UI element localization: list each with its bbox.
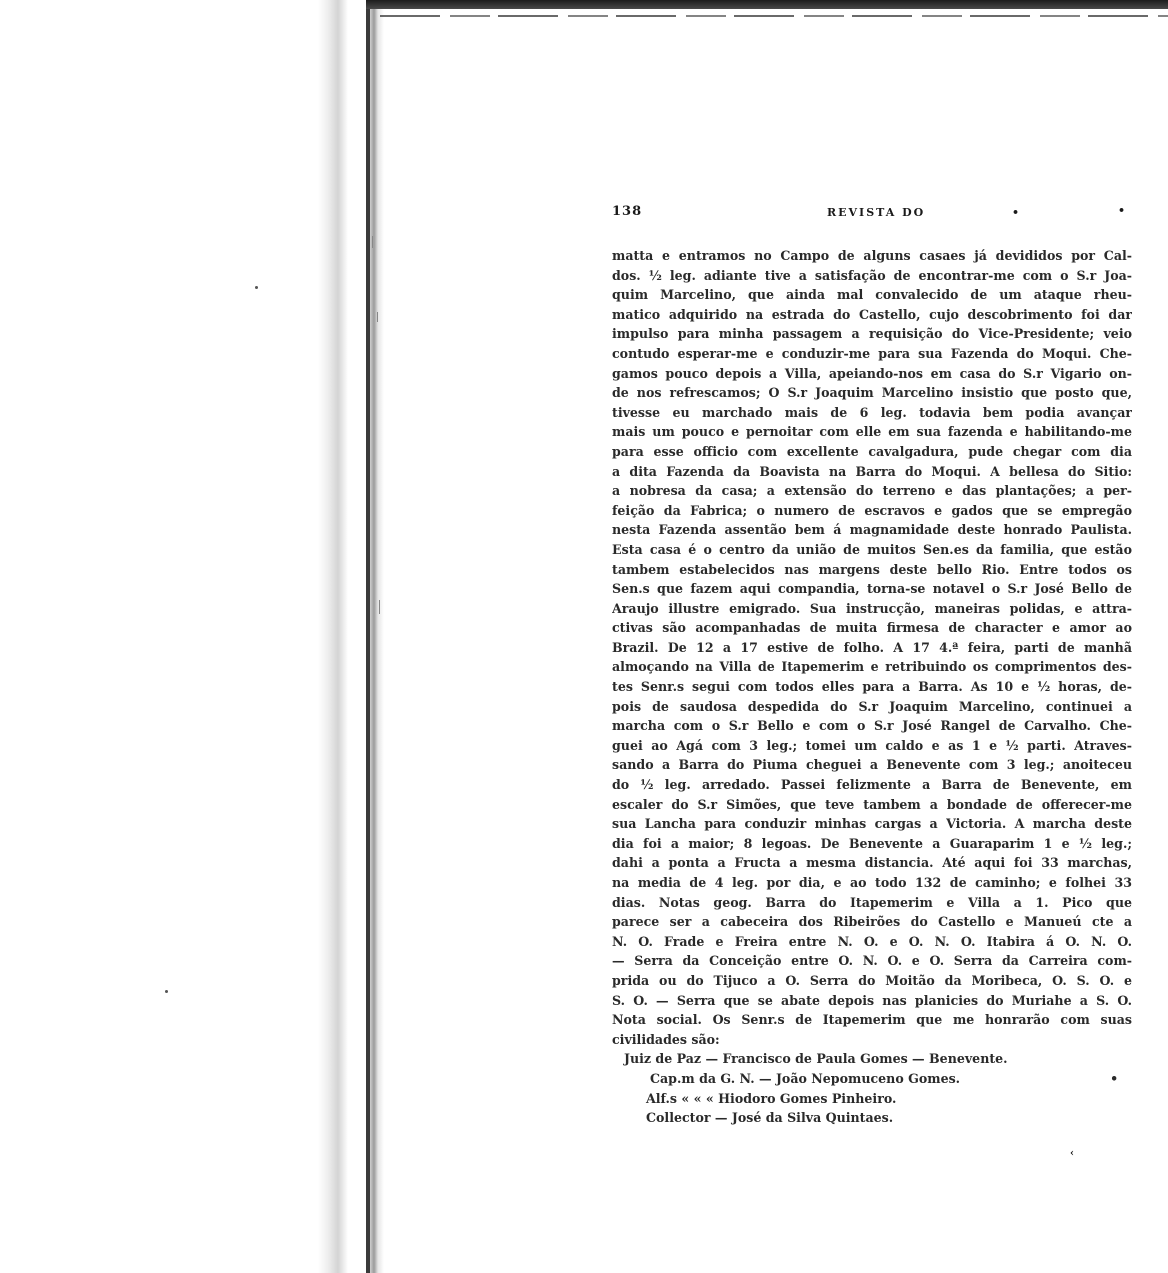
page-number: 138 xyxy=(612,204,643,219)
header-mark: • xyxy=(1118,204,1127,217)
text-line: impulso para minha passagem a requisição do Vice-Presidente; veio xyxy=(612,326,1132,342)
text-line: — Serra da Conceição entre O. N. O. e O. Serra da Carreira com- xyxy=(612,953,1132,969)
text-line: mais um pouco e pernoitar com elle em sua fazenda e habilitando-me xyxy=(612,424,1132,440)
text-line: de nos refrescamos; O S.r Joaquim Marcelino insistio que posto que, xyxy=(612,385,1132,401)
text-line: pois de saudosa despedida do S.r Joaquim Marcelino, continuei a xyxy=(612,698,1132,714)
scan-tick xyxy=(377,312,378,322)
page-fold-shadow xyxy=(318,0,348,1273)
text-line: matta e entramos no Campo de alguns casaes já devididos por Cal- xyxy=(612,248,1132,263)
text-line: a dita Fazenda da Boavista na Barra do Moqui. A bellesa do Sitio: xyxy=(612,463,1132,479)
text-line: Sen.s que fazem aqui compandia, torna-se notavel o S.r José Bello de xyxy=(612,581,1132,597)
scan-tick xyxy=(379,600,380,614)
text-line: na media de 4 leg. por dia, e ao todo 132 de caminho; e folhei 33 xyxy=(612,875,1132,890)
officials-list xyxy=(612,1049,1132,1127)
scan-tick xyxy=(372,236,373,248)
official-text: Collector — José da Silva Quintaes. xyxy=(646,1110,894,1126)
text-line: Esta casa é o centro da união de muitos Sen.es da familia, que estão xyxy=(612,541,1132,557)
text-line: do ½ leg. arredado. Passei felizmente a Barra de Benevente, em xyxy=(612,777,1132,793)
text-line: matico adquirido na estrada do Castello, cujo descobrimento foi dar xyxy=(612,306,1132,322)
text-line: para esse officio com excellente cavalgadura, pude chegar com dia xyxy=(612,443,1132,459)
text-line: nesta Fazenda assentão bem á magnamidade deste honrado Paulista. xyxy=(612,522,1132,538)
scan-speck xyxy=(165,990,168,993)
scan-speck xyxy=(255,286,258,289)
top-scan-edge xyxy=(366,0,1168,9)
official-entry xyxy=(612,1049,1132,1069)
text-line: quim Marcelino, que ainda mal convalecido de um ataque rheu- xyxy=(612,287,1132,303)
binding-edge xyxy=(366,0,370,1273)
text-line: dia foi a maior; 8 legoas. De Benevente a Guaraparim 1 e ½ leg.; xyxy=(612,835,1132,851)
text-line: Nota social. Os Senr.s de Itapemerim que me honrarão com suas xyxy=(612,1012,1132,1028)
text-line: S. O. — Serra que se abate depois nas planicies do Muriahe a S. O. xyxy=(612,992,1132,1008)
official-entry xyxy=(612,1089,1132,1109)
running-title: REVISTA DO xyxy=(827,206,926,219)
text-line: guei ao Agá com 3 leg.; tomei um caldo e as 1 e ½ parti. Atraves- xyxy=(612,737,1132,753)
text-line: gamos pouco depois a Villa, apeiando-nos em casa do S.r Vigario on- xyxy=(612,365,1132,381)
official-text: Cap.m da G. N. — João Nepomuceno Gomes. xyxy=(650,1070,961,1086)
text-line: N. O. Frade e Freira entre N. O. e O. N. O. Itabira á O. N. O. xyxy=(612,933,1132,949)
text-line: sando a Barra do Piuma cheguei a Benevente com 3 leg.; anoiteceu xyxy=(612,757,1132,773)
text-line: prida ou do Tijuco a O. Serra do Moitão da Moribeca, O. S. O. e xyxy=(612,972,1132,988)
text-line: Brazil. De 12 a 17 estive de folho. A 17 4.ª feira, parti de manhã xyxy=(612,639,1132,655)
text-line: dahi a ponta a Fructa a mesma distancia. Até aqui foi 33 marchas, xyxy=(612,855,1132,871)
corner-mark: ‹ xyxy=(1070,1148,1074,1159)
official-entry xyxy=(612,1069,1132,1089)
book-page xyxy=(612,200,1132,1128)
text-line: parece ser a cabeceira dos Ribeirões do Castello e Manueú cte a xyxy=(612,914,1132,930)
text-line: tambem estabelecidos nas margens deste bello Rio. Entre todos os xyxy=(612,561,1132,577)
text-line: contudo esperar-me e conduzir-me para sua Fazenda do Moqui. Che- xyxy=(612,345,1132,361)
page-header xyxy=(612,200,1132,222)
top-rule xyxy=(380,15,1168,17)
text-line: sua Lancha para conduzir minhas cargas a Victoria. A marcha deste xyxy=(612,816,1132,832)
official-entry xyxy=(612,1108,1132,1128)
header-mark: • xyxy=(1012,206,1021,219)
text-line: dos. ½ leg. adiante tive a satisfação de encontrar-me com o S.r Joa- xyxy=(612,267,1132,283)
text-line: almoçando na Villa de Itapemerim e retribuindo os comprimentos des- xyxy=(612,659,1132,675)
text-line: feição da Fabrica; o numero de escravos e gados que se empregão xyxy=(612,502,1132,518)
body-text xyxy=(612,246,1132,1049)
text-line: Araujo illustre emigrado. Sua instrucção, maneiras polidas, e attra- xyxy=(612,600,1132,616)
text-line: tes Senr.s segui com todos elles para a Barra. As 10 e ½ horas, de- xyxy=(612,679,1132,695)
text-line: tivesse eu marchado mais de 6 leg. todavia bem podia avançar xyxy=(612,404,1132,420)
text-line: civilidades são: xyxy=(612,1031,720,1047)
text-line: marcha com o S.r Bello e com o S.r José Rangel de Carvalho. Che- xyxy=(612,718,1132,734)
text-line: a nobresa da casa; a extensão do terreno e das plantações; a per- xyxy=(612,483,1132,499)
list-mark: • xyxy=(1110,1070,1119,1086)
official-text: Juiz de Paz — Francisco de Paula Gomes — Benevente. xyxy=(624,1051,1008,1067)
text-line: dias. Notas geog. Barra do Itapemerim e Villa a 1. Pico que xyxy=(612,894,1132,910)
official-text: Alf.s « « « Hiodoro Gomes Pinheiro. xyxy=(646,1090,897,1106)
text-line: ctivas são acompanhadas de muita firmesa de character e amor ao xyxy=(612,620,1132,636)
text-line: escaler do S.r Simões, que teve tambem a bondade de offerecer-me xyxy=(612,796,1132,812)
